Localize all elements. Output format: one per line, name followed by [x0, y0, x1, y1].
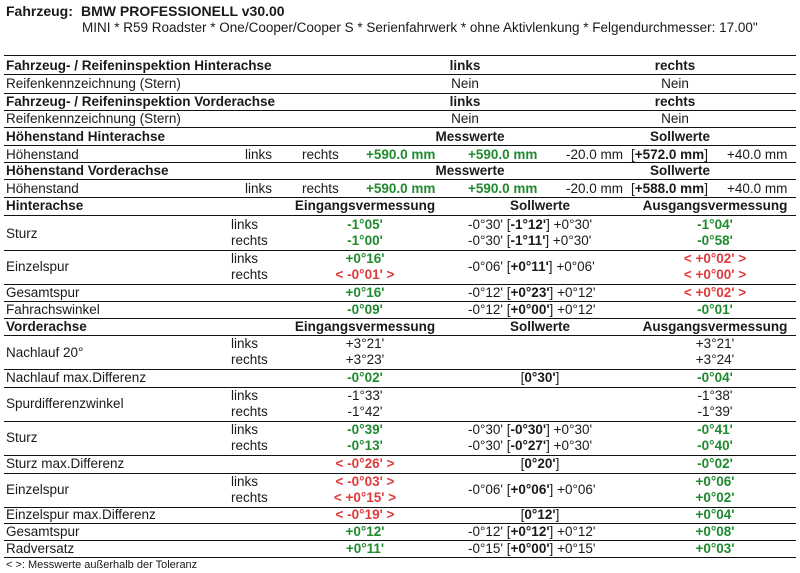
divider	[4, 179, 796, 180]
rear-camber-links: links	[231, 217, 259, 232]
inspection-rear-col-right: rechts	[654, 58, 696, 73]
inspection-front-left: Nein	[451, 111, 479, 126]
caster-diff-label: Nachlauf max.Differenz	[6, 370, 147, 385]
front-total-toe-label: Gesamtspur	[6, 524, 80, 539]
ride-height-rear-target: +572.0 mm	[634, 147, 705, 162]
rear-total-toe-label: Gesamtspur	[6, 285, 80, 300]
vehicle-description: MINI * R59 Roadster * One/Cooper/Cooper S * Serienfahrwerk * ohne Aktivlenkung * Felgendurchmesser: 17.00"	[82, 20, 758, 35]
ride-height-front-target-header: Sollwerte	[649, 163, 711, 178]
front-camber-entry-left: -0°39'	[347, 422, 383, 437]
front-camber-entry-right: -0°13'	[347, 438, 383, 453]
thrust-angle-tolmin: -0°12'	[468, 302, 503, 317]
ride-height-rear-links: links	[245, 147, 273, 162]
ride-height-front-left-value: +590.0 mm	[366, 181, 436, 196]
caster-label: Nachlauf 20°	[6, 345, 84, 360]
ride-height-front-measured-header: Messwerte	[435, 163, 505, 178]
front-toe-tolmin: -0°06'	[468, 482, 503, 497]
rear-total-toe-exit: < +0°02' >	[683, 285, 747, 300]
rear-total-toe-tolmin: -0°12'	[468, 285, 503, 300]
caster-entry-left: +3°21'	[345, 336, 385, 351]
rear-toe-exit-right: < +0°00' >	[683, 267, 747, 282]
front-camber-tolmin-l: -0°30'	[468, 422, 503, 437]
toe-diff-angle-label: Spurdifferenzwinkel	[6, 396, 124, 411]
front-total-toe-target: +0°12'	[510, 524, 550, 539]
front-entry-header: Eingangsvermessung	[294, 319, 436, 334]
ride-height-front-tol-min: -20.0 mm	[566, 181, 624, 196]
front-exit-header: Ausgangsvermessung	[642, 319, 788, 334]
front-camber-links: links	[231, 422, 259, 437]
ride-height-rear-measured-header: Messwerte	[435, 129, 505, 144]
inspection-front-title: Fahrzeug- / Reifeninspektion Vorderachse	[6, 94, 276, 109]
rear-toe-target: +0°11'	[510, 259, 549, 274]
front-toe-exit-left: +0°06'	[695, 474, 735, 489]
rear-camber-tolmax-l: +0°30'	[553, 217, 593, 232]
front-camber-exit-left: -0°41'	[697, 422, 733, 437]
ride-height-rear-title: Höhenstand Hinterachse	[6, 129, 166, 144]
ride-height-rear-label: Höhenstand	[6, 147, 79, 162]
divider	[4, 74, 796, 75]
rear-entry-header: Eingangsvermessung	[294, 198, 436, 213]
front-toe-target: +0°06'	[510, 482, 550, 497]
divider	[4, 55, 796, 56]
rear-camber-target-r: -1°11'	[510, 233, 546, 248]
inspection-rear-right: Nein	[661, 76, 689, 91]
thrust-angle-target: +0°00'	[510, 302, 550, 317]
inspection-front-col-left: links	[449, 94, 481, 109]
front-camber-tolmin-r: -0°30'	[468, 438, 503, 453]
ride-height-rear-tol-min: -20.0 mm	[566, 147, 624, 162]
thrust-angle-label: Fahrachswinkel	[6, 302, 100, 317]
setback-entry: +0°11'	[345, 541, 385, 556]
thrust-angle-entry: -0°09'	[347, 302, 383, 317]
toe-diff-angle-entry-right: -1°42'	[347, 404, 383, 419]
setback-exit: +0°03'	[695, 541, 735, 556]
ride-height-front-title: Höhenstand Vorderachse	[6, 163, 169, 178]
setback-target: +0°00'	[510, 541, 550, 556]
rear-toe-label: Einzelspur	[6, 259, 70, 274]
toe-diff-label: Einzelspur max.Differenz	[6, 507, 156, 522]
rear-total-toe-target: +0°23'	[510, 285, 550, 300]
ride-height-rear-right-value: +590.0 mm	[468, 147, 538, 162]
ride-height-front-target: +588.0 mm	[634, 181, 705, 196]
ride-height-front-links: links	[245, 181, 273, 196]
inspection-rear-col-left: links	[449, 58, 481, 73]
inspection-front-right: Nein	[661, 111, 689, 126]
toe-diff-angle-exit-right: -1°39'	[697, 404, 733, 419]
ride-height-front-rechts: rechts	[302, 181, 339, 196]
caster-exit-right: +3°24'	[695, 352, 735, 367]
inspection-rear-title: Fahrzeug- / Reifeninspektion Hinterachse	[6, 58, 272, 73]
ride-height-rear-target-header: Sollwerte	[649, 129, 711, 144]
front-toe-tolmax: +0°06'	[557, 482, 596, 497]
front-camber-exit-right: -0°40'	[697, 438, 733, 453]
rear-axle-title: Hinterachse	[6, 198, 84, 213]
toe-diff-exit: +0°04'	[695, 507, 735, 522]
front-camber-label: Sturz	[6, 430, 38, 445]
inspection-rear-left: Nein	[451, 76, 479, 91]
caster-diff-entry: -0°02'	[347, 370, 383, 385]
ride-height-front-tol-max: +40.0 mm	[727, 181, 788, 196]
caster-exit-left: +3°21'	[695, 336, 735, 351]
rear-toe-rechts: rechts	[231, 267, 268, 282]
vehicle-label: Fahrzeug:	[6, 3, 73, 19]
caster-entry-right: +3°23'	[345, 352, 385, 367]
rear-camber-target-l: -1°12'	[510, 217, 547, 232]
software-version: BMW PROFESSIONELL v30.00	[81, 3, 285, 19]
rear-camber-entry-left: -1°05'	[347, 217, 383, 232]
front-toe-links: links	[231, 474, 259, 489]
rear-toe-tolmin: -0°06'	[468, 259, 503, 274]
divider	[4, 145, 796, 146]
ride-height-front-label: Höhenstand	[6, 181, 79, 196]
ride-height-rear-left-value: +590.0 mm	[366, 147, 436, 162]
alignment-report: Fahrzeug: BMW PROFESSIONELL v30.00 MINI * R59 Roadster * One/Cooper/Cooper S * Serienfahrwerk * ohne Aktivlenkung * Felgendurchmesser: 17.00" Fahrzeug- / Reifeninspektion Hinterachse links rechts Reifenkennzeichnung (Stern) Nein Nein Fahrzeug- / Reifeninspektion Vorderachse links rechts Reifenkennzeichnung (Stern) Nein Nein Höhenstand Hinterachse Messwerte Sollwerte Höhenstand links rechts +590.0 mm +590.0 mm -20.0 mm [+572.0 mm] +40.0 mm Höhenstand Vorderachse Messwerte Sollwerte Höhenstand links rechts +590.0 mm +590.0 mm -20.0 mm [+588.0 mm] +40.0 mm Hinterachse Eingangsvermessung Sollwerte Ausgangsvermessung Sturz links rechts -1°05' -1°00' -0°30' [-1°12'] +0°30' -0°30' [-1°11'] +0°30' -1°04' -0°58' Einzelspur links rechts +0°16' < -0°01' > -0°06' [+0°11'] +0°06' < +0°02' > < +0°00' > Gesamtspur +0°16' -0°12' [+0°23'] +0°12' < +0°02' > Fahrachswinkel -0°09' -0°12' [+0°00'] +0°12' -0°01' Vorderachse Eingangsvermessung Sollwerte Ausgangsvermessung Nachlauf 20° links rechts +3°21' +3°23' +3°21' +3°24' Nachlauf max.Differenz -0°02' [0°30'] -0°04' Spurdifferenzwinkel links rechts -1°33' -1°42' -1°38' -1°39' Sturz links rechts -0°39' -0°13' -0°30' [-0°30'] +0°30' -0°30' [-0°27'] +0°30' -0°41' -0°40' Sturz max.Differenz < -0°26' > [0°20'] -0°02' Einzelspur links rechts < -0°03' > < +0°15' > -0°06' [+0°06'] +0°06' +0°06' +0°02' Einzelspur max.Differenz < -0°19' > [0°12'] +0°04' Gesamtspur +0°12' -0°12' [+0°12'] +0°12' +0°08' Radversatz +0°11' -0°15' [+0°00'] +0°15' +0°03' < >: Messwerte außerhalb der Toleranz	[0, 0, 800, 573]
rear-camber-tolmin-r: -0°30'	[468, 233, 503, 248]
caster-diff-target: 0°30'	[524, 370, 556, 385]
front-camber-tolmax-l: +0°30'	[553, 422, 593, 437]
thrust-angle-tolmax: +0°12'	[557, 302, 596, 317]
camber-diff-entry: < -0°26' >	[335, 456, 395, 471]
inspection-rear-row-label: Reifenkennzeichnung (Stern)	[6, 76, 181, 91]
front-camber-target-l: -0°30'	[510, 422, 547, 437]
front-total-toe-tolmin: -0°12'	[468, 524, 503, 539]
inspection-front-row-label: Reifenkennzeichnung (Stern)	[6, 111, 181, 126]
camber-diff-label: Sturz max.Differenz	[6, 456, 125, 471]
rear-target-header: Sollwerte	[509, 198, 571, 213]
rear-camber-exit-left: -1°04'	[697, 217, 733, 232]
rear-toe-tolmax: +0°06'	[556, 259, 595, 274]
rear-total-toe-tolmax: +0°12'	[557, 285, 596, 300]
toe-diff-angle-links: links	[231, 388, 259, 403]
front-toe-entry-right: < +0°15' >	[333, 490, 397, 505]
front-camber-tolmax-r: +0°30'	[553, 438, 593, 453]
front-toe-label: Einzelspur	[6, 482, 70, 497]
ride-height-rear-rechts: rechts	[302, 147, 339, 162]
front-total-toe-tolmax: +0°12'	[557, 524, 596, 539]
setback-label: Radversatz	[6, 541, 75, 556]
toe-diff-target: 0°12'	[524, 507, 556, 522]
ride-height-front-right-value: +590.0 mm	[468, 181, 538, 196]
rear-toe-entry-left: +0°16'	[345, 251, 385, 266]
inspection-front-col-right: rechts	[654, 94, 696, 109]
rear-toe-exit-left: < +0°02' >	[683, 251, 747, 266]
footnote: < >: Messwerte außerhalb der Toleranz	[6, 559, 198, 571]
rear-camber-exit-right: -0°58'	[697, 233, 733, 248]
rear-camber-entry-right: -1°00'	[347, 233, 383, 248]
caster-rechts: rechts	[231, 352, 268, 367]
toe-diff-angle-rechts: rechts	[231, 404, 268, 419]
front-target-header: Sollwerte	[509, 319, 571, 334]
front-axle-title: Vorderachse	[6, 319, 87, 334]
front-toe-entry-left: < -0°03' >	[335, 474, 395, 489]
setback-tolmax: +0°15'	[557, 541, 596, 556]
toe-diff-entry: < -0°19' >	[335, 507, 395, 522]
caster-diff-exit: -0°04'	[697, 370, 733, 385]
front-total-toe-entry: +0°12'	[345, 524, 385, 539]
rear-camber-tolmax-r: +0°30'	[552, 233, 592, 248]
divider	[4, 215, 796, 216]
rear-camber-label: Sturz	[6, 226, 38, 241]
rear-exit-header: Ausgangsvermessung	[642, 198, 788, 213]
rear-total-toe-entry: +0°16'	[345, 285, 385, 300]
thrust-angle-exit: -0°01'	[697, 302, 733, 317]
setback-tolmin: -0°15'	[468, 541, 503, 556]
rear-toe-entry-right: < -0°01' >	[335, 267, 395, 282]
rear-camber-rechts: rechts	[231, 233, 268, 248]
rear-toe-links: links	[231, 251, 259, 266]
toe-diff-angle-entry-left: -1°33'	[347, 388, 383, 403]
front-toe-exit-right: +0°02'	[695, 490, 735, 505]
toe-diff-angle-exit-left: -1°38'	[697, 388, 733, 403]
camber-diff-exit: -0°02'	[697, 456, 733, 471]
rear-camber-tolmin-l: -0°30'	[468, 217, 503, 232]
divider	[4, 127, 796, 128]
front-camber-target-r: -0°27'	[510, 438, 547, 453]
front-toe-rechts: rechts	[231, 490, 268, 505]
caster-links: links	[231, 336, 259, 351]
ride-height-rear-tol-max: +40.0 mm	[727, 147, 788, 162]
front-total-toe-exit: +0°08'	[695, 524, 735, 539]
front-camber-rechts: rechts	[231, 438, 268, 453]
camber-diff-target: 0°20'	[524, 456, 556, 471]
